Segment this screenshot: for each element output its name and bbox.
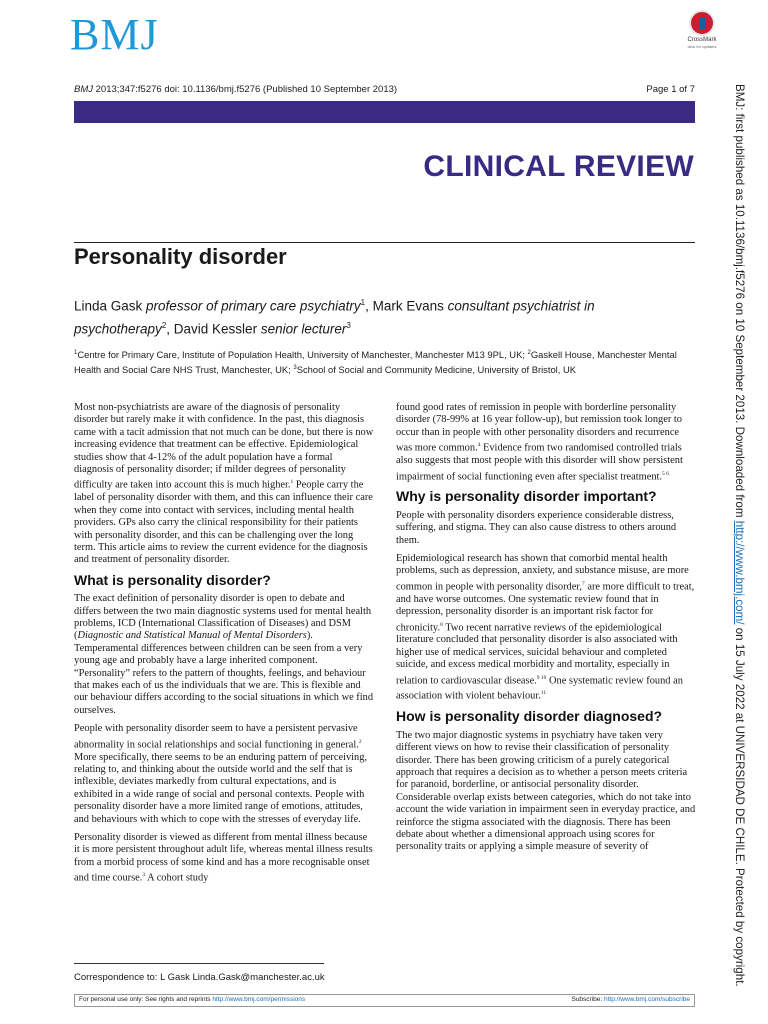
download-notice bbox=[733, 84, 746, 987]
paragraph bbox=[396, 510, 696, 547]
affiliation-text: School of Social and Community Medicine, University of Bristol, UK bbox=[296, 363, 576, 375]
text-run: A cohort study bbox=[145, 872, 209, 884]
citation-ref: 7 bbox=[582, 580, 585, 587]
text-run: Evidence from two randomised controlled trials also suggests that most people with this disorder will show persistent impairment of social functioning even after specialist treatment. bbox=[396, 442, 683, 482]
footer bbox=[74, 994, 695, 1007]
text-run: People with personality disorder seem to have a persistent pervasive abnormality in social relationships and social functioning in general. bbox=[74, 723, 359, 751]
text-run: Most non-psychiatrists are aware of the diagnosis of personality disorder but rarely make it with confidence. In the past, this diagnosis came with a tacit admission that not much can be done, but there is now increasing evidence that treatment can be effective. Epidemiological studies show that 4-12% of the adult population have a formal diagnosis of personality disorder; if milder degrees of personality difficulty are taken into account this is much higher. bbox=[74, 402, 374, 491]
author-name: Mark Evans bbox=[372, 298, 448, 314]
affiliation-ref: 3 bbox=[293, 364, 297, 371]
author-affil-ref: 2 bbox=[161, 320, 167, 330]
header-bar bbox=[74, 101, 695, 123]
crossmark-label: CrossMark bbox=[687, 37, 717, 43]
subscribe-link[interactable]: http://www.bmj.com/subscribe bbox=[604, 996, 690, 1003]
section-title: CLINICAL REVIEW bbox=[423, 150, 694, 183]
paragraph bbox=[396, 402, 696, 483]
author-name: David Kessler bbox=[173, 321, 261, 336]
author-role: senior lecturer bbox=[260, 321, 347, 336]
affiliations bbox=[74, 347, 704, 376]
title-rule bbox=[74, 242, 695, 243]
author-list bbox=[74, 293, 674, 338]
footer-rights-text: For personal use only: See rights and reprints bbox=[79, 996, 213, 1003]
download-sidebar bbox=[733, 84, 756, 987]
citation-ref: 2 bbox=[358, 738, 362, 745]
text-run: One systematic review found an association with violent behaviour. bbox=[396, 675, 683, 702]
crossmark-icon bbox=[689, 10, 715, 36]
correspondence-rule bbox=[74, 963, 324, 964]
author-affil-ref: 3 bbox=[346, 320, 351, 330]
footer-subscribe-text: Subscribe: bbox=[571, 996, 605, 1003]
citation-ref: 1 bbox=[290, 479, 294, 486]
download-notice-after: on 15 July 2022 at UNIVERSIDAD DE CHILE. Protected by copyright. bbox=[733, 624, 746, 987]
citation-ref: 5 6 bbox=[662, 470, 669, 477]
download-notice-before: BMJ: first published as 10.1136/bmj.f5276 on 10 September 2013. Downloaded from bbox=[733, 84, 746, 521]
paragraph bbox=[74, 832, 374, 885]
citation-line bbox=[74, 84, 397, 95]
affiliation-text: Gaskell House, Manchester Mental Health and Social Care NHS Trust, Manchester, UK; bbox=[74, 349, 677, 375]
text-run: The exact definition of personality disorder is open to debate and differs between the two main diagnostic systems used for mental health problems, ICD (International Classification of Diseases) and DSM ( bbox=[74, 593, 372, 642]
author-name: Linda Gask bbox=[74, 298, 147, 314]
bmj-logo: BMJ bbox=[70, 10, 159, 59]
affiliation-ref: 1 bbox=[74, 350, 78, 356]
text-run: More specifically, there seems to be an enduring pattern of perceiving, relating to, and thinking about the outside world and the self that is inflexible, deviates markedly from cultural expectations, and is exhibited in a wide range of social and personal contexts. People with personality disorder have a more limited range of emotions, attitudes, and behaviours with which to cope with the stresses of everyday life. bbox=[74, 751, 368, 825]
author-role: professor of primary care psychiatry bbox=[146, 298, 361, 314]
footer-rights bbox=[79, 996, 305, 1003]
paragraph bbox=[74, 402, 374, 567]
text-run: found good rates of remission in people with borderline personality disorder (78-99% at 16 year follow-up), but remission took longer to occur than in people with other personality disorders and recurrence was more common. bbox=[396, 402, 682, 454]
paragraph bbox=[74, 723, 374, 826]
citation-ref: 11 bbox=[540, 690, 547, 697]
body-column-right bbox=[396, 402, 696, 860]
text-run: Epidemiological research has shown that comorbid mental health problems, such as depression, anxiety, and substance misuse, are more common in people with personality disorder, bbox=[396, 553, 689, 593]
text-run: People with personality disorders experience considerable distress, suffering, and stigma. They can also cause distress to others around them. bbox=[396, 509, 677, 546]
paragraph bbox=[396, 730, 696, 854]
section-heading: Why is personality disorder important? bbox=[396, 488, 657, 505]
text-run: The two major diagnostic systems in psychiatry have taken very different views on how to revise their classification of personality disorder. There has been growing criticism of a purely categorical approach that requires a decision as to whether a person meets criteria for paranoid, borderline, or antisocial personality disorder. Considerable overlap exists between categories, which do not take into account the wide variation in impairment seen in everyday practice, and reinforce the stigma associated with the diagnosis. There has been debate about whether a dimensional approach using scores for personality traits or applying a simple measure of severity of bbox=[396, 729, 696, 853]
correspondence: Correspondence to: L Gask Linda.Gask@manchester.ac.uk bbox=[74, 972, 325, 983]
text-run: Two recent narrative reviews of the epidemiological literature concluded that personality disorder is also associated with higher use of medical services, suicidal behaviour and completed suicide, and excess medical morbidity and mortality, especially in relation to cardiovascular disease. bbox=[396, 621, 678, 687]
footer-subscribe bbox=[571, 996, 690, 1003]
text-run: People carry the label of personality disorder with them, and this can influence their care when they come into contact with services, including mental health providers. GPs also carry the clinical responsibility for their patients with personality disorder, and this can be challenging over the long term. This article aims to review the current evidence for the diagnosis and treatment of personality disorder. bbox=[74, 479, 373, 566]
citation-ref: 4 bbox=[477, 442, 481, 449]
text-run: are more difficult to treat, and have worse outcomes. One systematic review found that in depression, personality disorder is an important risk factor for chronicity. bbox=[396, 581, 695, 633]
section-heading: What is personality disorder? bbox=[74, 571, 271, 588]
citation-journal: BMJ bbox=[74, 84, 93, 95]
section-heading: How is personality disorder diagnosed? bbox=[396, 708, 663, 725]
affiliation-text: Centre for Primary Care, Institute of Population Health, University of Manchester, Manchester M13 9PL, UK; bbox=[77, 349, 528, 361]
permissions-link[interactable]: http://www.bmj.com/permissions bbox=[212, 996, 306, 1003]
text-run: ). Temperamental differences between children can be seen from a very young age and probably have a large inherited component. “Personality” refers to the pattern of thoughts, feelings, and behaviour that makes each of us the individuals that we are. This is flexible and our behaviour differs according to the social situations in which we find ourselves. bbox=[74, 630, 374, 716]
article-title: Personality disorder bbox=[74, 244, 287, 269]
citation-ref: 8 bbox=[440, 621, 443, 628]
page-number: Page 1 of 7 bbox=[646, 84, 695, 95]
bmj-home-link[interactable]: http://www.bmj.com/ bbox=[733, 520, 746, 625]
crossmark-sublabel: click for updates bbox=[687, 44, 717, 49]
author-separator: , bbox=[166, 321, 174, 336]
author-role: consultant psychiatrist in psychotherapy bbox=[74, 298, 595, 336]
citation-details: 2013;347:f5276 doi: 10.1136/bmj.f5276 (Published 10 September 2013) bbox=[93, 84, 398, 95]
affiliation-ref: 2 bbox=[527, 350, 531, 356]
paragraph bbox=[396, 553, 696, 703]
author-affil-ref: 1 bbox=[360, 298, 366, 307]
body-column-left bbox=[74, 402, 374, 891]
italic-run: Diagnostic and Statistical Manual of Mental Disorders bbox=[77, 630, 307, 642]
text-run: Personality disorder is viewed as different from mental illness because it is more persistent throughout adult life, whereas mental illness results from a morbid process of some kind and has a more recognisable onset and time course. bbox=[74, 831, 373, 884]
paragraph bbox=[74, 593, 374, 717]
citation-ref: 9 10 bbox=[536, 674, 547, 681]
crossmark-badge[interactable] bbox=[682, 10, 722, 54]
author-separator: , bbox=[365, 298, 373, 314]
citation-ref: 3 bbox=[142, 872, 146, 879]
